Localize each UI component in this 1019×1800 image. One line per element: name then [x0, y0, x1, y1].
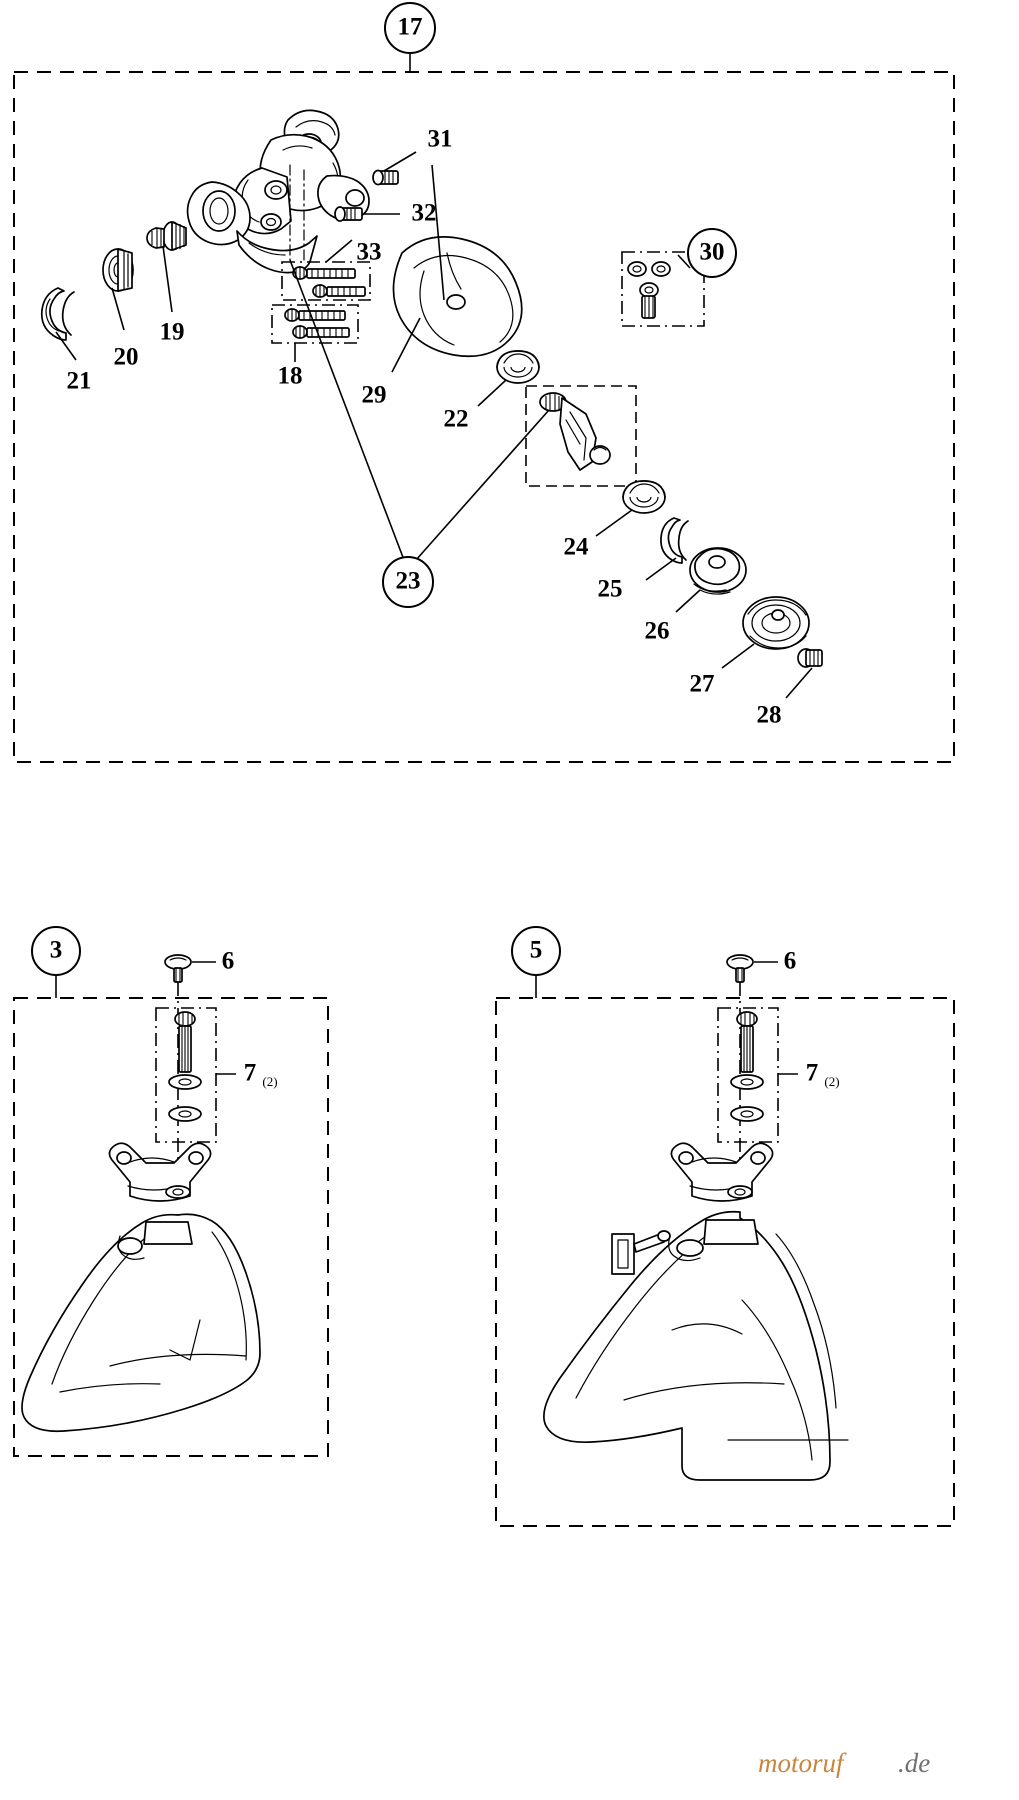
callout-17: 17: [397, 13, 423, 41]
callout-31: 31: [427, 125, 453, 153]
callout-6-right: 6: [783, 947, 797, 975]
callout-26: 26: [644, 617, 670, 645]
callout-33: 33: [356, 238, 382, 266]
callout-23: 23: [395, 567, 421, 595]
callout-30: 30: [699, 238, 725, 266]
callout-3: 3: [49, 936, 63, 964]
callout-27: 27: [689, 670, 715, 698]
callout-32: 32: [411, 199, 437, 227]
callout-18: 18: [277, 362, 303, 390]
callout-7-right: 7: [805, 1059, 819, 1087]
callout-5: 5: [529, 936, 543, 964]
callout-19: 19: [159, 318, 185, 346]
callout-20: 20: [113, 343, 139, 371]
callout-22: 22: [443, 405, 469, 433]
callout-7-left-qty: (2): [262, 1073, 278, 1089]
callout-24: 24: [563, 533, 589, 561]
callout-7-right-qty: (2): [824, 1073, 840, 1089]
callout-6-left: 6: [221, 947, 235, 975]
callout-29: 29: [361, 381, 387, 409]
watermark-brand: motoruf: [758, 1748, 844, 1778]
watermark-tld: .de: [898, 1748, 931, 1778]
callout-28: 28: [756, 701, 782, 729]
callout-25: 25: [597, 575, 623, 603]
callout-21: 21: [66, 367, 92, 395]
callout-7-left: 7: [243, 1059, 257, 1087]
